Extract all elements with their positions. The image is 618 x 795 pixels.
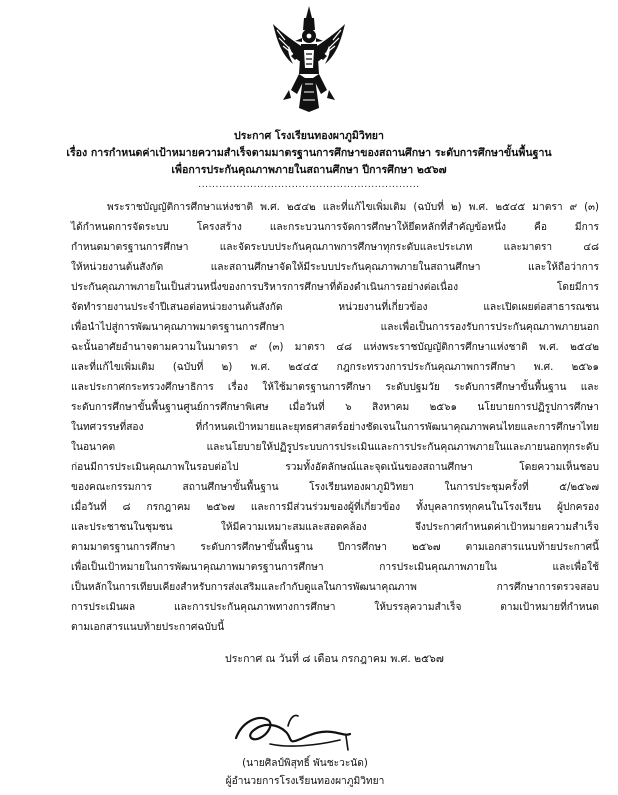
body-line: ประกันคุณภาพภายในเป็นส่วนหนึ่งของการบริหารการศึกษาที่ต้องดำเนินการอย่างต่อเนื่อง โดยมีการ xyxy=(71,282,599,293)
body-line: ของคณะกรรมการ สถานศึกษาขั้นพื้นฐาน โรงเรียนทองผาภูมิวิทยา ในการประชุมครั้งที่ ๕/๒๕๖๗ xyxy=(71,482,599,493)
body-line: ตามเอกสารแนบท้ายประกาศฉบับนี้ xyxy=(71,622,225,633)
body-line: ได้กำหนดการจัดระบบ โครงสร้าง และกระบวนการจัดการศึกษาให้ยึดหลักที่สำคัญข้อหนึ่ง คือ มีการ xyxy=(71,222,599,233)
body-line: การประเมินผล และการประกันคุณภาพทางการศึกษา ให้บรรลุความสำเร็จ ตามเป้าหมายที่กำหนด xyxy=(71,602,599,613)
signer-name: (นายศิลป์พิสุทธิ์ พันชะวะนัด) xyxy=(242,758,368,769)
garuda-emblem-icon xyxy=(271,4,347,114)
announcement-subject: เรื่อง การกำหนดค่าเป้าหมายความสำเร็จตามมาตรฐานการศึกษาของสถานศึกษา ระดับการศึกษาขั้นพื้นฐาน xyxy=(66,147,552,159)
body-line: เมื่อวันที่ ๘ กรกฎาคม ๒๕๖๗ และการมีส่วนร่วมของผู้ที่เกี่ยวข้อง ทั้งบุคลากรทุกคนในโรงเรียน ผู้ปกครอง xyxy=(71,502,599,513)
body-line: เพื่อเป็นเป้าหมายในการพัฒนาคุณภาพมาตรฐานการศึกษา การประเมินคุณภาพภายใน และเพื่อใช้ xyxy=(71,562,599,573)
body-line: ตามมาตรฐานการศึกษา ระดับการศึกษาขั้นพื้นฐาน ปีการศึกษา ๒๕๖๗ ตามเอกสารแนบท้ายประกาศนี้ xyxy=(71,542,599,553)
body-line: พระราชบัญญัติการศึกษาแห่งชาติ พ.ศ. ๒๕๔๒ และที่แก้ไขเพิ่มเติม (ฉบับที่ ๒) พ.ศ. ๒๕๔๕ มาตรา ๙ (๓) xyxy=(107,202,599,213)
body-line: ก่อนมีการประเมินคุณภาพในรอบต่อไป รวมทั้งอัตลักษณ์และจุดเน้นของสถานศึกษา โดยความเห็นชอบ xyxy=(71,462,599,473)
body-line: และประกาศกระทรวงศึกษาธิการ เรื่อง ให้ใช้มาตรฐานการศึกษา ระดับปฐมวัย ระดับการศึกษาขั้นพื้นฐาน และ xyxy=(71,382,599,393)
body-line: ในทศวรรษที่สอง ที่กำหนดเป้าหมายและยุทธศาสตร์อย่างชัดเจนในการพัฒนาคุณภาพคนไทยและการศึกษาไทย xyxy=(71,422,599,433)
body-line: เพื่อนำไปสู่การพัฒนาคุณภาพมาตรฐานการศึกษา และเพื่อเป็นการรองรับการประกันคุณภาพภายนอก xyxy=(71,322,599,333)
body-line: และประชาชนในชุมชน ให้มีความเหมาะสมและสอดคล้อง จึงประกาศกำหนดค่าเป้าหมายความสำเร็จ xyxy=(71,522,599,533)
announcement-subject-line-2: เพื่อการประกันคุณภาพภายในสถานศึกษา ปีการศึกษา ๒๕๖๗ xyxy=(171,164,447,176)
signer-position: ผู้อำนวยการโรงเรียนทองผาภูมิวิทยา xyxy=(225,776,385,787)
announcement-date: ประกาศ ณ วันที่ ๘ เดือน กรกฎาคม พ.ศ. ๒๕๖๗ xyxy=(225,653,444,665)
body-line: ในอนาคต และนโยบายให้ปฏิรูประบบการประเมินและการประกันคุณภาพภายในและภายนอกทุกระดับ xyxy=(71,442,599,453)
title-separator: ................................................................ xyxy=(198,180,420,190)
announcement-title: ประกาศ โรงเรียนทองผาภูมิวิทยา xyxy=(234,130,384,142)
body-line: จัดทำรายงานประจำปีเสนอต่อหน่วยงานต้นสังกัด หน่วยงานที่เกี่ยวข้อง และเปิดเผยต่อสาธารณชน xyxy=(71,302,599,313)
body-line: ระดับการศึกษาขั้นพื้นฐานศูนย์การศึกษาพิเศษ เมื่อวันที่ ๖ สิงหาคม ๒๕๖๑ นโยบายการปฏิรูปการศึกษา xyxy=(71,402,599,413)
handwritten-signature-icon xyxy=(228,700,358,756)
body-line: เป็นหลักในการเทียบเคียงสำหรับการส่งเสริมและกำกับดูแลในการพัฒนาคุณภาพ การศึกษาการตรวจสอบ xyxy=(71,582,599,593)
body-line: และที่แก้ไขเพิ่มเติม (ฉบับที่ ๒) พ.ศ. ๒๕๔๕ กฎกระทรวงการประกันคุณภาพการศึกษา พ.ศ. ๒๕๖๑ xyxy=(71,362,599,373)
body-line: ฉะนั้นอาศัยอำนาจตามความในมาตรา ๙ (๓) มาตรา ๔๘ แห่งพระราชบัญญัติการศึกษาแห่งชาติ พ.ศ. ๒๕๔๒ xyxy=(71,342,599,353)
body-line: กำหนดมาตรฐานการศึกษา และจัดระบบประกันคุณภาพการศึกษาทุกระดับและประเภท และมาตรา ๔๘ xyxy=(71,242,599,253)
body-line: ให้หน่วยงานต้นสังกัด และสถานศึกษาจัดให้มีระบบประกันคุณภาพภายในสถานศึกษา และให้ถือว่าการ xyxy=(71,262,599,273)
